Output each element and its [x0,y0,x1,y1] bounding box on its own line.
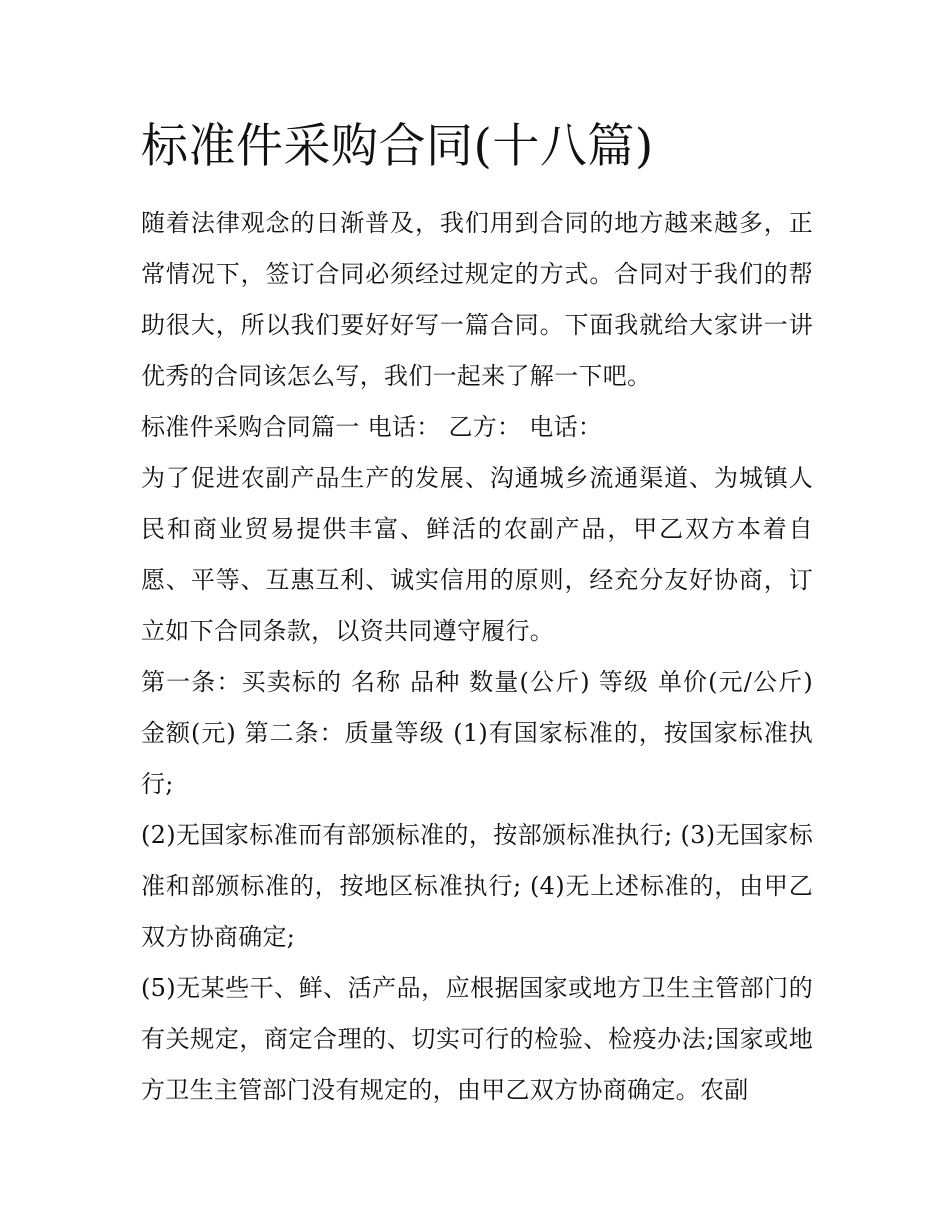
paragraph-standards: (2)无国家标准而有部颁标准的，按部颁标准执行; (3)无国家标准和部颁标准的，按地区标准执行; (4)无上述标准的，由甲乙双方协商确定; [141,821,813,951]
paragraph-intro: 随着法律观念的日渐普及，我们用到合同的地方越来越多，正常情况下，签订合同必须经过规定的方式。合同对于我们的帮助很大，所以我们要好好写一篇合同。下面我就给大家讲一讲优秀的合同该怎么写，我们一起来了解一下吧。 [141,209,813,390]
paragraph-article-1-2: 第一条：买卖标的 名称 品种 数量(公斤) 等级 单价(元/公斤) 金额(元) 第二条：质量等级 (1)有国家标准的，按国家标准执行; [141,668,813,798]
paragraph-contract-header: 标准件采购合同篇一 电话： 乙方： 电话： [141,413,603,441]
paragraph-purpose: 为了促进农副产品生产的发展、沟通城乡流通渠道、为城镇人民和商业贸易提供丰富、鲜活的农副产品，甲乙双方本着自愿、平等、互惠互利、诚实信用的原则，经充分友好协商，订立如下合同条款，以资共同遵守履行。 [141,464,813,645]
document-title: 标准件采购合同(十八篇) [141,119,654,174]
paragraph-inspection: (5)无某些干、鲜、活产品，应根据国家或地方卫生主管部门的有关规定，商定合理的、切实可行的检验、检疫办法;国家或地方卫生主管部门没有规定的，由甲乙双方协商确定。农副 [141,974,813,1104]
document-body [141,112,813,1116]
